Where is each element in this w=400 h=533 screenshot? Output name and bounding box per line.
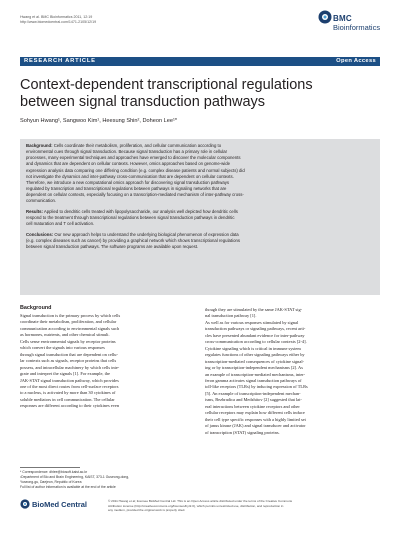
journal-logo — [318, 10, 380, 38]
abstract-conclusions — [26, 232, 240, 250]
body-line: one of the most direct routes from cell-surface receptors — [20, 383, 119, 389]
bmc-logo-icon — [318, 10, 332, 24]
body-line: grate and interpret the signals [1]. For example, the — [20, 371, 110, 377]
copyright-line: Attribution License (http://creativecommons.org/licenses/by/2.0), which permits unrestricted use, distribution, and reproduction in — [108, 503, 284, 508]
footnote-line: ¹Department of Bio and Brain Engineering, KAIST, 373-1 Guseong-dong, — [20, 475, 130, 479]
body-line: JAK-STAT signal transduction pathway, which provides — [20, 377, 119, 383]
body-line: cles have presented abundant evidence for inter-pathway — [205, 332, 305, 338]
abstract-box — [20, 139, 380, 295]
article-type-label: RESEARCH ARTICLE — [24, 58, 96, 65]
body-left-column — [20, 313, 120, 410]
body-line: cross-communication according to cellular contexts [2-4]. — [205, 339, 307, 345]
correspondence-footnote — [20, 470, 129, 490]
abstract-section-label: Background: — [26, 143, 53, 148]
body-line: Cytokine signaling which is critical in immune system — [205, 345, 301, 351]
body-line: through signal transduction that are dependent on cellu- — [20, 351, 118, 357]
article-type-bar — [20, 57, 380, 66]
body-line: lar contexts such as signals, receptor proteins that cells — [20, 358, 117, 364]
body-line: possess, and intracellular machinery by which cells inte- — [20, 364, 120, 370]
article-title — [20, 77, 380, 111]
body-line: of janus kinase (JAK) and signal transducer and activator — [205, 423, 306, 429]
abstract-line: cell maturation and T cell activation. — [26, 221, 95, 227]
body-line: Signal transduction is the primary process by which cells — [20, 313, 121, 318]
abstract-line: environmental cues through signal transduction. Because signal transduction has a primary role in cellular — [26, 149, 228, 155]
publisher-logo — [20, 497, 88, 511]
body-line: eral interactions between cytokine receptors and other — [205, 403, 300, 409]
title-line: Context-dependent transcriptional regulations — [20, 77, 313, 93]
body-line: isms, Bezbradica and Medzhitov [2] suggested that lat- — [205, 397, 302, 403]
body-line: Cells sense environmental signals by receptor proteins — [20, 338, 116, 344]
body-line: of transcription (STAT) signaling proteins. — [205, 429, 280, 435]
body-line: transcription-mediated consequences of cytokine signal- — [205, 358, 304, 364]
abstract-line: Conclusions: Our new approach helps to understand the underlying biological phenomenon of expression data — [26, 232, 239, 237]
body-line: toll-like receptors (TLRs) by inducing expression of TLRs — [205, 384, 308, 390]
abstract-line: respond to the treatment through transcriptional regulations between signal transduction pathways in dendritic — [26, 215, 235, 221]
body-line: feron gamma activates signal transduction pathways of — [205, 377, 302, 383]
logo-bmc-text: BMC — [333, 14, 352, 23]
abstract-background — [26, 143, 245, 205]
footnote-divider — [20, 467, 80, 468]
body-line: soluble mediators in cell communication. The cellular — [20, 396, 115, 402]
body-line: regulates functions of other signaling pathways either by — [205, 352, 305, 358]
body-right-column — [205, 307, 308, 436]
abstract-line: processes, many experimental techniques and approaches have emerged to discover the molecular components — [26, 155, 241, 161]
body-line: though they are stimulated by the same JAK-STAT sig- — [205, 307, 303, 312]
abstract-results — [26, 209, 238, 227]
correspondence-email[interactable]: * Correspondence: dhlee@biosoft.kaist.ac.kr — [20, 470, 88, 474]
biomed-central-logo-icon — [20, 499, 30, 509]
abstract-section-label: Conclusions: — [26, 232, 54, 237]
open-access-label: Open Access — [336, 58, 376, 65]
body-line: to a nucleus, is activated by more than 30 cytokines of — [20, 390, 116, 396]
body-line: [5]. An example of transcription-independent mechan- — [205, 390, 301, 396]
body-line: as hormones, nutrients, and other chemical stimuli. — [20, 332, 110, 338]
abstract-line: between signal transduction pathways. The software programs are available upon request. — [26, 244, 199, 250]
abstract-line: Background: Cells coordinate their metabolism, proliferation, and cellular communication according to — [26, 143, 222, 148]
copyright-notice — [108, 499, 292, 513]
body-line: ing or by transcription-independent mechanisms [2]. As — [205, 365, 303, 371]
journal-citation — [20, 15, 96, 25]
abstract-line: dependent on cellular contexts, especially focusing on a transcription-mediated mechanism of inter-pathway cross- — [26, 192, 244, 198]
publisher-logo-text: BioMed Central — [32, 500, 88, 509]
copyright-line: © 2011 Hwang et al; licensee BioMed Central Ltd. This is an Open Access article distributed under the terms of the Creative Commons — [108, 499, 293, 503]
body-line: As well as for various responses stimulated by signal — [205, 319, 299, 325]
abstract-line: and dynamics that are dependent on cellular contexts. However, omics approaches based on genome-wide — [26, 161, 230, 167]
citation-line: Hwang et al. BMC Bioinformatics 2011, 12:19 — [20, 15, 93, 19]
abstract-line: communication. — [26, 198, 57, 204]
body-line: responses are different according to their cytokines even — [20, 403, 120, 409]
abstract-section-label: Results: — [26, 209, 43, 214]
body-line: coordinate their metabolism, proliferation, and cellular — [20, 319, 117, 325]
abstract-line: regulated by transcription and transcriptional regulations between pathways in signaling networks that are — [26, 186, 227, 192]
abstract-line: (e.g. complex diseases such as cancer) by providing a graphical network which shows transcriptional regulations — [26, 238, 240, 244]
author-list: Sohyun Hwang¹, Sangwoo Kim¹, Heesung Shin², Doheon Lee¹* — [20, 118, 178, 124]
title-line: between signal transduction pathways — [20, 94, 266, 110]
abstract-line: expression analysis data comparing one differing condition (e.g. complex disease patients and normal subjects) did — [26, 167, 245, 173]
body-line: their cell type specific responses with a highly limited set — [205, 416, 306, 422]
section-heading-background: Background — [20, 305, 52, 311]
citation-url[interactable]: http://www.biomedcentral.com/1471-2105/12/19 — [20, 20, 97, 25]
body-line: transduction pathways or signaling pathways, recent arti- — [205, 326, 306, 332]
footnote-line: Full list of author information is available at the end of the article — [20, 485, 116, 489]
body-line: cellular receptors may explain how different cells induce — [205, 410, 305, 416]
body-line: which convert the signals into various responses — [20, 345, 105, 351]
abstract-line: not investigate the dynamics and inter-pathway cross-communication that are dependent on cellular contexts. — [26, 173, 234, 179]
abstract-line: Therefore, we introduce a new computational omics approach for discovering signal transduction pathways — [26, 179, 230, 185]
abstract-line: Results: Applied to dendritic cells treated with lipopolysaccharide, our analysis well depicted how dendritic cells — [26, 209, 238, 214]
footnote-line: Yuseong-gu, Daejeon, Republic of Korea — [20, 480, 82, 484]
body-line: an example of transcription-mediated mechanisms, inter- — [205, 371, 306, 377]
copyright-line: any medium, provided the original work is properly cited. — [108, 508, 186, 513]
body-line: communication according to environmental signals such — [20, 325, 120, 331]
body-line: nal transduction pathway [1]. — [205, 313, 257, 319]
logo-journal-text: Bioinformatics — [333, 23, 381, 32]
